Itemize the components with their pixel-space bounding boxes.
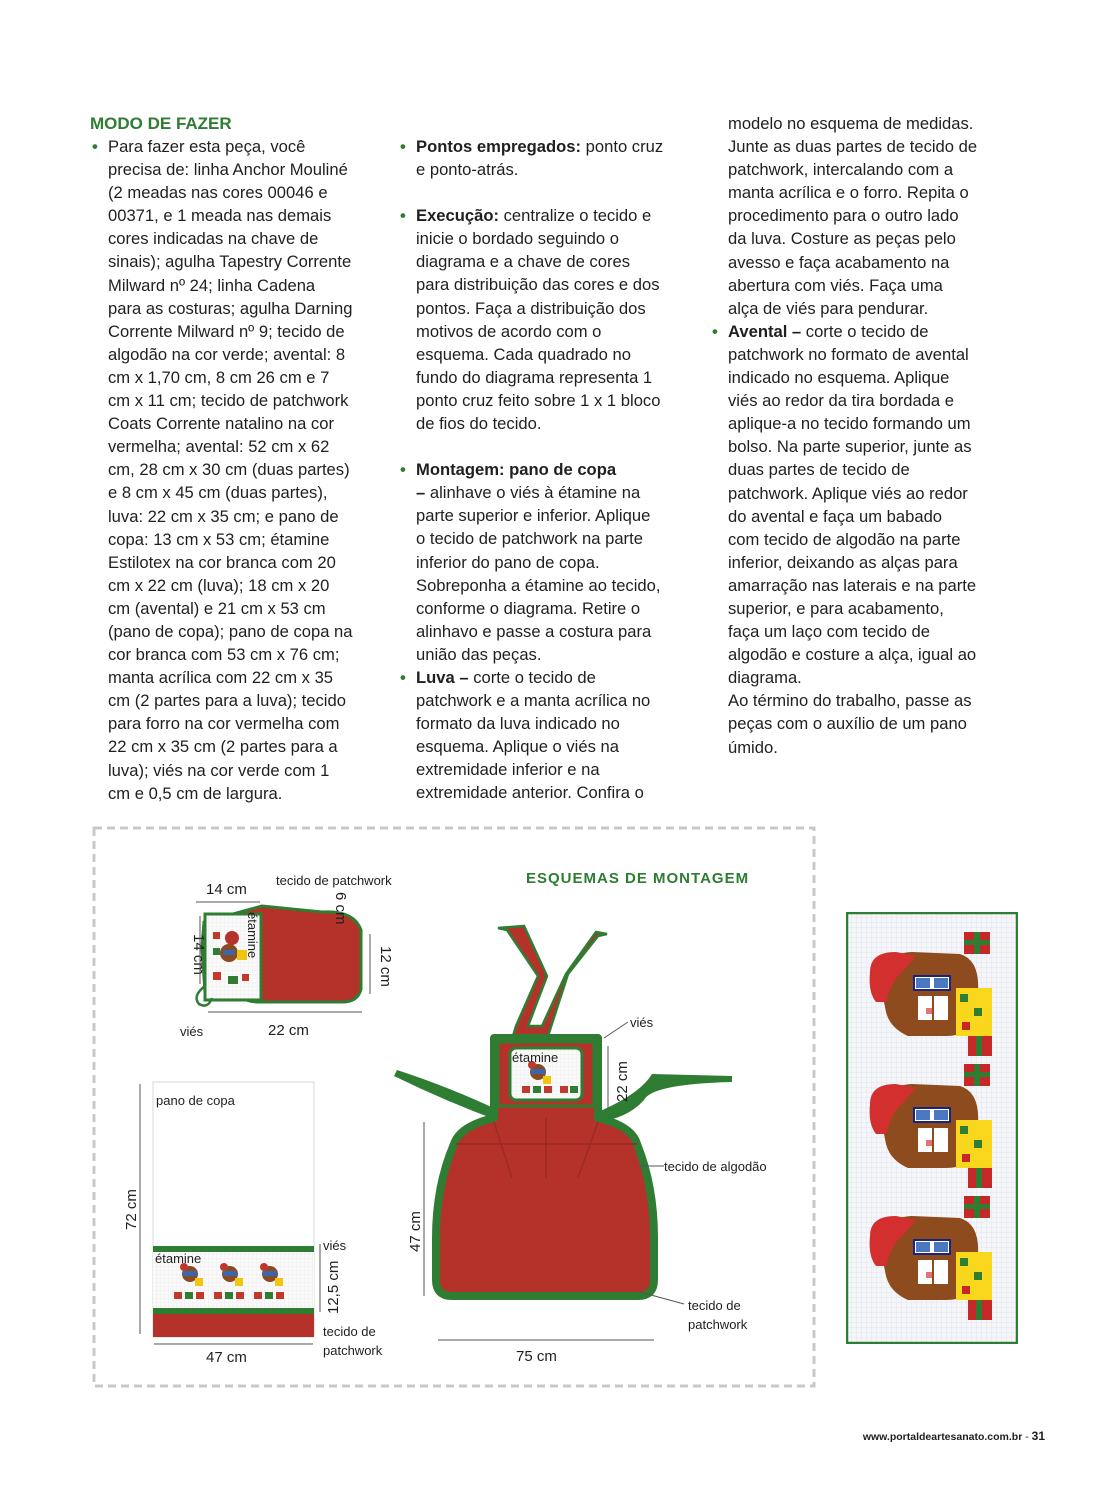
text-line: modelo no esquema de medidas. xyxy=(728,114,974,133)
text-line: esquema. Cada quadrado no xyxy=(416,344,631,364)
text-line: cm x 1,70 cm, 8 cm 26 cm e 7 xyxy=(108,367,330,387)
text-line: diagrama. xyxy=(728,668,802,688)
avental-title: Avental – xyxy=(728,321,802,341)
footer-separator: - xyxy=(1022,1431,1032,1443)
section-heading: MODO DE FAZER xyxy=(90,114,232,133)
text-line: (pano de copa); pano de copa na xyxy=(108,621,353,641)
pano-diagram xyxy=(123,1082,383,1366)
avental-vies-leader xyxy=(604,1022,628,1038)
schematic-drawing xyxy=(92,826,816,1388)
pano-title-label: pano de copa xyxy=(156,1093,235,1108)
luva-dim-cuff: 6 cm xyxy=(332,892,349,925)
text-line: o tecido de patchwork na parte xyxy=(416,529,643,549)
text-line: 22 cm x 35 cm (2 partes para a xyxy=(108,737,338,757)
text-line: e 8 cm x 45 cm (duas partes), xyxy=(108,483,328,503)
text-line: Corrente Milward nº 9; tecido de xyxy=(108,321,345,341)
avental-text: corte o tecido de xyxy=(801,321,929,341)
text-line: Para fazer esta peça, você xyxy=(108,137,306,156)
bullet-icon: • xyxy=(92,137,98,156)
bullet-icon: • xyxy=(400,137,406,156)
text-line: (2 meadas nas cores 00046 e xyxy=(108,183,328,203)
bullet-icon: • xyxy=(400,460,406,480)
text-line: vermelha; avental: 52 cm x 62 xyxy=(108,437,330,457)
text-line: formato da luva indicado no xyxy=(416,714,620,734)
text-line: cm x 22 cm (luva); 18 cm x 20 xyxy=(108,575,330,595)
text-line: avesso e faça acabamento na xyxy=(728,252,950,272)
text-line: Milward nº 24; linha Cadena xyxy=(108,275,316,295)
text-line: precisa de: linha Anchor Mouliné xyxy=(108,160,348,180)
column-2 xyxy=(398,135,698,805)
montagem-title: Montagem: pano de copa xyxy=(416,460,617,480)
text-line: cm (avental) e 21 cm x 53 cm xyxy=(108,598,326,618)
avental-straps xyxy=(498,926,607,1036)
pano-patch-label-1: tecido de xyxy=(323,1324,376,1339)
text-line: cm x 11 cm; tecido de patchwork xyxy=(108,391,349,411)
avental-etamine-label: étamine xyxy=(512,1050,559,1065)
cross-stitch-chart xyxy=(846,912,1018,1344)
schematic-title: ESQUEMAS DE MONTAGEM xyxy=(526,870,750,887)
assembly-schematic xyxy=(92,826,816,1388)
luva-continued-lines xyxy=(710,112,1030,320)
pano-etamine-label: étamine xyxy=(155,1251,202,1266)
pano-patch-label-2: patchwork xyxy=(323,1343,383,1358)
luva-diagram xyxy=(180,873,394,1039)
text-line: algodão e costure a alça, igual ao xyxy=(728,645,977,665)
montagem-dash: – xyxy=(416,483,426,503)
avental-diagram xyxy=(394,926,767,1365)
pano-patchwork-strip xyxy=(153,1314,314,1337)
text-line: pontos. Faça a distribuição dos xyxy=(416,298,646,318)
text-line: procedimento para o outro lado xyxy=(728,206,959,226)
luva-dim-bottom: 22 cm xyxy=(268,1022,309,1039)
text-line: cm e 0,5 cm de largura. xyxy=(108,783,283,803)
materials-lines xyxy=(108,135,390,805)
text-line: patchwork, intercalando com a xyxy=(728,160,954,180)
text-line: e ponto-atrás. xyxy=(416,160,519,180)
text-line: esquema. Aplique o viés na xyxy=(416,737,619,757)
luva-lines xyxy=(416,689,698,804)
text-line: indicado no esquema. Aplique xyxy=(728,368,950,388)
text-line: fundo do diagrama representa 1 xyxy=(416,367,653,387)
luva-etamine-label: étamine xyxy=(245,912,260,959)
avental-patch-label-1: tecido de xyxy=(688,1298,741,1313)
text-line: aplique-a no tecido formando um xyxy=(728,414,971,434)
text-line: Junte as duas partes de tecido de xyxy=(728,137,978,157)
text-line: manta acrílica com 22 cm x 35 xyxy=(108,668,334,688)
montagem-text: alinhave o viés à étamine na xyxy=(425,483,641,503)
text-line: conforme o diagrama. Retire o xyxy=(416,598,641,618)
avental-dim-height: 47 cm xyxy=(407,1211,424,1252)
bullet-icon: • xyxy=(712,321,718,341)
text-line: peças com o auxílio de um pano xyxy=(728,714,967,734)
text-line: parte superior e inferior. Aplique xyxy=(416,506,651,526)
avental-patch-label-2: patchwork xyxy=(688,1317,748,1332)
text-line: patchwork e a manta acrílica no xyxy=(416,691,651,711)
text-line: Sobreponha a étamine ao tecido, xyxy=(416,575,661,595)
execucao-text: centralize o tecido e xyxy=(499,206,652,226)
text-line: Ao término do trabalho, passe as xyxy=(728,691,972,711)
column-1 xyxy=(90,112,390,805)
text-line: para distribuição das cores e dos xyxy=(416,275,660,295)
text-line: diagrama e a chave de cores xyxy=(416,252,631,272)
text-line: superior, e para acabamento, xyxy=(728,598,944,618)
text-line: para as costuras; agulha Darning xyxy=(108,298,353,318)
text-line: Estilotex na cor branca com 20 xyxy=(108,552,336,572)
text-line: união das peças. xyxy=(416,644,542,664)
luva-patch-label: tecido de patchwork xyxy=(276,873,392,888)
pontos-text: ponto cruz xyxy=(581,137,664,156)
column-3 xyxy=(710,112,1030,759)
text-line: do avental e faça um babado xyxy=(728,506,943,526)
text-line: extremidade inferior e na xyxy=(416,760,600,780)
bullet-icon: • xyxy=(400,667,406,687)
pano-dim-height: 72 cm xyxy=(123,1189,140,1230)
text-line: copa: 13 cm x 53 cm; étamine xyxy=(108,529,330,549)
text-line: amarração nas laterais e na parte xyxy=(728,575,977,595)
text-line: sinais); agulha Tapestry Corrente xyxy=(108,252,352,272)
avental-algodao-label: tecido de algodão xyxy=(664,1159,767,1174)
pano-vies-label: viés xyxy=(323,1238,347,1253)
text-line: extremidade anterior. Confira o xyxy=(416,783,644,803)
text-line: cm (2 partes para a luva); tecido xyxy=(108,691,346,711)
text-line: de fios do tecido. xyxy=(416,414,542,434)
text-line: viés ao redor da tira bordada e xyxy=(728,391,955,411)
text-line: da luva. Costure as peças pelo xyxy=(728,229,956,249)
text-line: bolso. Na parte superior, junte as xyxy=(728,437,972,457)
luva-dim-left: 14 cm xyxy=(190,934,207,975)
montagem-lines xyxy=(416,504,698,666)
page-number: 31 xyxy=(1031,1429,1045,1443)
avental-dim-bib: 22 cm xyxy=(614,1061,631,1102)
text-line: inferior do pano de copa. xyxy=(416,552,600,572)
avental-dim-width: 75 cm xyxy=(516,1348,557,1365)
text-line: com tecido de algodão na parte xyxy=(728,529,961,549)
text-line: faça um laço com tecido de xyxy=(728,622,930,642)
text-line: ponto cruz feito sobre 1 x 1 bloco xyxy=(416,390,661,410)
text-line: alça de viés para pendurar. xyxy=(728,298,929,318)
text-line: 00371, e 1 meada nas demais xyxy=(108,206,332,226)
avental-paragraph xyxy=(710,320,1030,759)
text-line: cores indicadas na chave de xyxy=(108,229,319,249)
montagem-paragraph xyxy=(398,458,698,666)
text-line: patchwork no formato de avental xyxy=(728,344,969,364)
text-line: manta acrílica e o forro. Repita o xyxy=(728,183,969,203)
text-line: algodão na cor verde; avental: 8 xyxy=(108,344,346,364)
luva-dim-top: 14 cm xyxy=(206,881,247,898)
avental-lines xyxy=(728,343,1030,759)
luva-title: Luva – xyxy=(416,667,469,687)
text-line: motivos de acordo com o xyxy=(416,321,602,341)
text-line: abertura com viés. Faça uma xyxy=(728,275,943,295)
execucao-paragraph xyxy=(398,204,698,435)
text-line: luva: 22 cm x 35 cm; e pano de xyxy=(108,506,339,526)
text-line: Coats Corrente natalino na cor xyxy=(108,414,334,434)
text-line: cor branca com 53 cm x 76 cm; xyxy=(108,645,340,665)
pano-vies-bottom xyxy=(153,1308,314,1314)
text-line: inferior, deixando as alças para xyxy=(728,552,958,572)
luva-vies-label: viés xyxy=(180,1024,204,1039)
cross-stitch-strip xyxy=(846,912,1018,1344)
text-line: luva); viés na cor verde com 1 xyxy=(108,760,330,780)
avental-tie-left xyxy=(394,1070,502,1122)
text-line: para forro na cor vermelha com xyxy=(108,714,340,734)
pano-dim-width: 47 cm xyxy=(206,1349,247,1366)
materials-paragraph xyxy=(90,135,390,805)
luva-text: corte o tecido de xyxy=(468,667,596,687)
pontos-title: Pontos empregados: xyxy=(416,137,582,156)
text-line: alinhavo e passe a costura para xyxy=(416,621,652,641)
pontos-paragraph xyxy=(398,135,698,181)
text-line: patchwork. Aplique viés ao redor xyxy=(728,483,968,503)
page-footer xyxy=(863,1429,1045,1443)
text-line: cm, 28 cm x 30 cm (duas partes) xyxy=(108,460,350,480)
luva-dim-right: 12 cm xyxy=(377,946,394,987)
execucao-lines xyxy=(416,227,698,435)
footer-url[interactable]: www.portaldeartesanato.com.br xyxy=(862,1431,1023,1443)
text-line: duas partes de tecido de xyxy=(728,460,910,480)
execucao-title: Execução: xyxy=(416,206,500,226)
text-line: úmido. xyxy=(728,737,778,757)
text-line: inicie o bordado seguindo o xyxy=(416,229,619,249)
pontos-lines xyxy=(416,158,698,181)
bullet-icon: • xyxy=(400,206,406,226)
avental-vies-label: viés xyxy=(630,1015,654,1030)
pano-dim-band: 12,5 cm xyxy=(325,1260,342,1314)
luva-paragraph xyxy=(398,666,698,805)
